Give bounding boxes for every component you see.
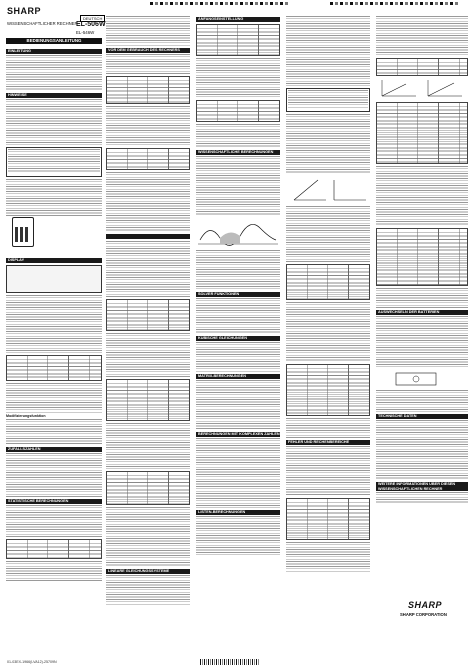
print-code: 01-03EX-1966(LVA12)-25709N	[7, 660, 57, 664]
section-komplex: BERECHNUNGEN MIT KOMPLEXEN ZAHLEN	[198, 432, 280, 436]
table-priority	[106, 299, 190, 331]
table-conversions	[286, 264, 370, 300]
section-batterie: AUSWECHSELN DER BATTERIEN	[376, 310, 468, 315]
language-tag: DEUTSCH	[80, 15, 105, 22]
table-ranges	[286, 498, 370, 540]
section-zufallszahlen: ZUFALLSZAHLEN	[6, 447, 102, 452]
coordinate-figure	[376, 78, 468, 100]
table-display-symbols	[6, 355, 102, 381]
table-memory	[106, 379, 190, 421]
section-display: DISPLAY	[6, 258, 102, 263]
model-number: EL-506W	[76, 21, 106, 28]
print-barcode	[200, 659, 260, 665]
table-angles	[196, 100, 280, 122]
section-weitere: WEITERE INFORMATIONEN ÜBER DIESEN WISSENSCHAFTLICHEN RECHNER	[376, 482, 468, 491]
integration-graph	[196, 218, 280, 248]
section-gleichungen: LINEARE GLEICHUNGSSYSTEME	[106, 569, 190, 574]
table-statistics	[6, 539, 102, 559]
section-matrix: MATRIX-BERECHNUNGEN	[196, 374, 280, 379]
table-key-functions	[106, 76, 190, 104]
brand-logo: SHARP	[7, 6, 42, 16]
section-wissenschaftliche: WISSENSCHAFTLICHE BERECHNUNGEN	[196, 150, 280, 155]
vector-figure	[286, 176, 370, 204]
column-4	[286, 15, 370, 573]
section-statistik: STATISTISCHE BERECHNUNGEN	[6, 499, 102, 504]
section-listen: LISTEN-BERECHNUNGEN	[196, 510, 280, 515]
column-2	[106, 15, 190, 606]
table-constants	[286, 364, 370, 416]
product-subtitle: WISSENSCHAFTLICHER RECHNER	[7, 21, 78, 26]
table-modes	[106, 148, 190, 170]
manual-title-bar: BEDIENUNGSANLEITUNG	[6, 38, 102, 44]
color-bar-top	[150, 2, 290, 5]
warning-box	[6, 147, 102, 177]
section-einleitung: EINLEITUNG	[6, 49, 102, 54]
color-bar-top-right	[330, 2, 460, 5]
section-solver: SOLVER FUNKTIONEN	[196, 292, 280, 297]
column-5	[376, 15, 468, 505]
section-technische: TECHNISCHE DATEN	[376, 414, 468, 419]
battery-figure	[376, 370, 468, 388]
sharp-corporation-logo: SHARP	[408, 600, 443, 610]
section-quadratisch: KUBISCHE GLEICHUNGEN	[196, 336, 280, 341]
section-anfangseinstellung: ANFANGSEINSTELLUNG	[196, 17, 280, 22]
section-hinweise: HINWEISE	[6, 93, 102, 98]
sharp-corporation-name: SHARP CORPORATION	[400, 612, 447, 617]
model-number-alt: EL-546W	[76, 30, 95, 35]
table-constants-list	[376, 102, 468, 164]
table-metric	[376, 228, 468, 286]
table-settings	[196, 24, 280, 56]
section-fehler: FEHLER UND RECHENBEREICHE	[286, 440, 370, 445]
table-statistic-values	[106, 471, 190, 505]
calculator-figure	[12, 217, 34, 247]
display-illustration	[6, 265, 102, 293]
column-1: EINLEITUNG HINWEISE DISPLAY Modifizierungsfunktion ZUFALLSZAHLEN STATISTISCHE BERECHNUNGEN	[6, 47, 102, 582]
column-3	[196, 15, 280, 557]
table-units	[376, 58, 468, 76]
section-vor-gebrauch: VOR DEM GEBRAUCH DES RECHNERS	[106, 48, 190, 53]
